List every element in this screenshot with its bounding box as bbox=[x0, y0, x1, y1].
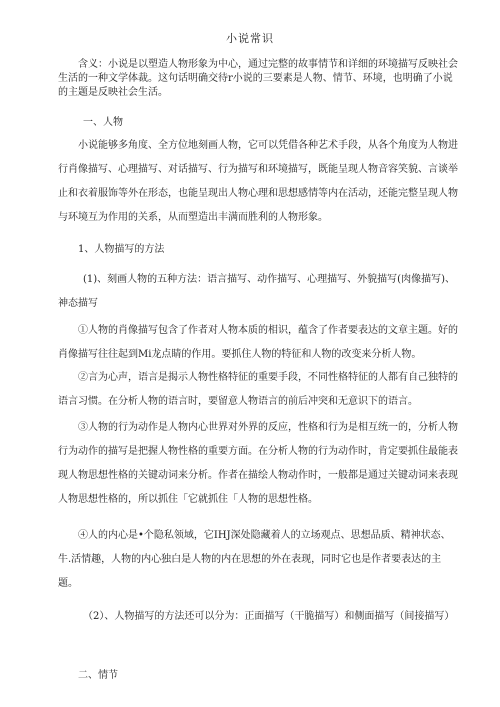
method-point-2: ②言为心声，语言是揭示人物性格特征的重要手段，不同性格特征的人都有自己独特的语言习惯。在分析人物的语言时，要留意人物语言的前后冲突和无意识下的语言。 bbox=[58, 372, 458, 407]
document-title: 小说常识 bbox=[226, 32, 274, 45]
section-heading-plot: 二、情节 bbox=[78, 670, 118, 681]
intro-paragraph: 含义：小说是以塑造人物形象为中心，通过完整的故事情节和详细的环境描写反映社会生活的一种文学体裁。这句话明确交待r小说的三要素是人物、情节、环境，也明确了小说的主题是反映社会生活。 bbox=[58, 59, 458, 98]
method-point-3: ③人物的行为动作是人物内心世界对外界的反应，性格和行为是相互统一的，分析人物行为动作的描写是把握人物性格的重要方面。在分析人物的行为动作时，肯定要抓住最能表现人物思想性格的关键动词来分析。作者在描绘人物动作时，一般都是通过关键动词来表现人物思想性格的，所以抓住「它就抓住「人物的思想性格。 bbox=[58, 422, 458, 505]
method-item-1: (1)、刻画人物的五种方法：语言描写、动作描写、心理描写、外貌描写(肉像描写)、神态描写 bbox=[58, 274, 455, 309]
subsection-heading-methods: 1、人物描写的方法 bbox=[78, 244, 165, 255]
section-heading-characters: 一、人物 bbox=[83, 117, 123, 128]
method-point-1: ①人物的肖像描写包含了作者对人物本质的相识，蕴含了作者要表达的文章主题。好的肖像描写往往起到Mi龙点睛的作用。要抓住人物的特征和人物的改变来分析人物。 bbox=[58, 325, 458, 360]
method-item-2: （2）、人物描写的方法还可以分为：正面描写（干脆描写）和侧面描写（间接描写） bbox=[83, 611, 455, 622]
characters-paragraph: 小说能够多角度、全方位地刻画人物，它可以凭借各种艺术手段，从各个角度为人物进行肖像描写、心理描写、对话描写、行为描写和环境描写，既能呈现人物音容笑貌、言谈举止和衣着服饰等外在形态，也能呈现出人物心理和思想感情等内在活动，还能完整呈现人物与环境互为作用的关系，从而塑造出丰满而胜利的人物形象。 bbox=[58, 140, 458, 223]
method-point-4: ④人的内心是•个隐私领域，它IHJ深处隐藏着人的立场观点、思想品质、精神状态、牛.活情趣，人物的内心独白是人物的内在思想的外在表现，同时它也是作者要表达的主题。 bbox=[58, 530, 451, 589]
